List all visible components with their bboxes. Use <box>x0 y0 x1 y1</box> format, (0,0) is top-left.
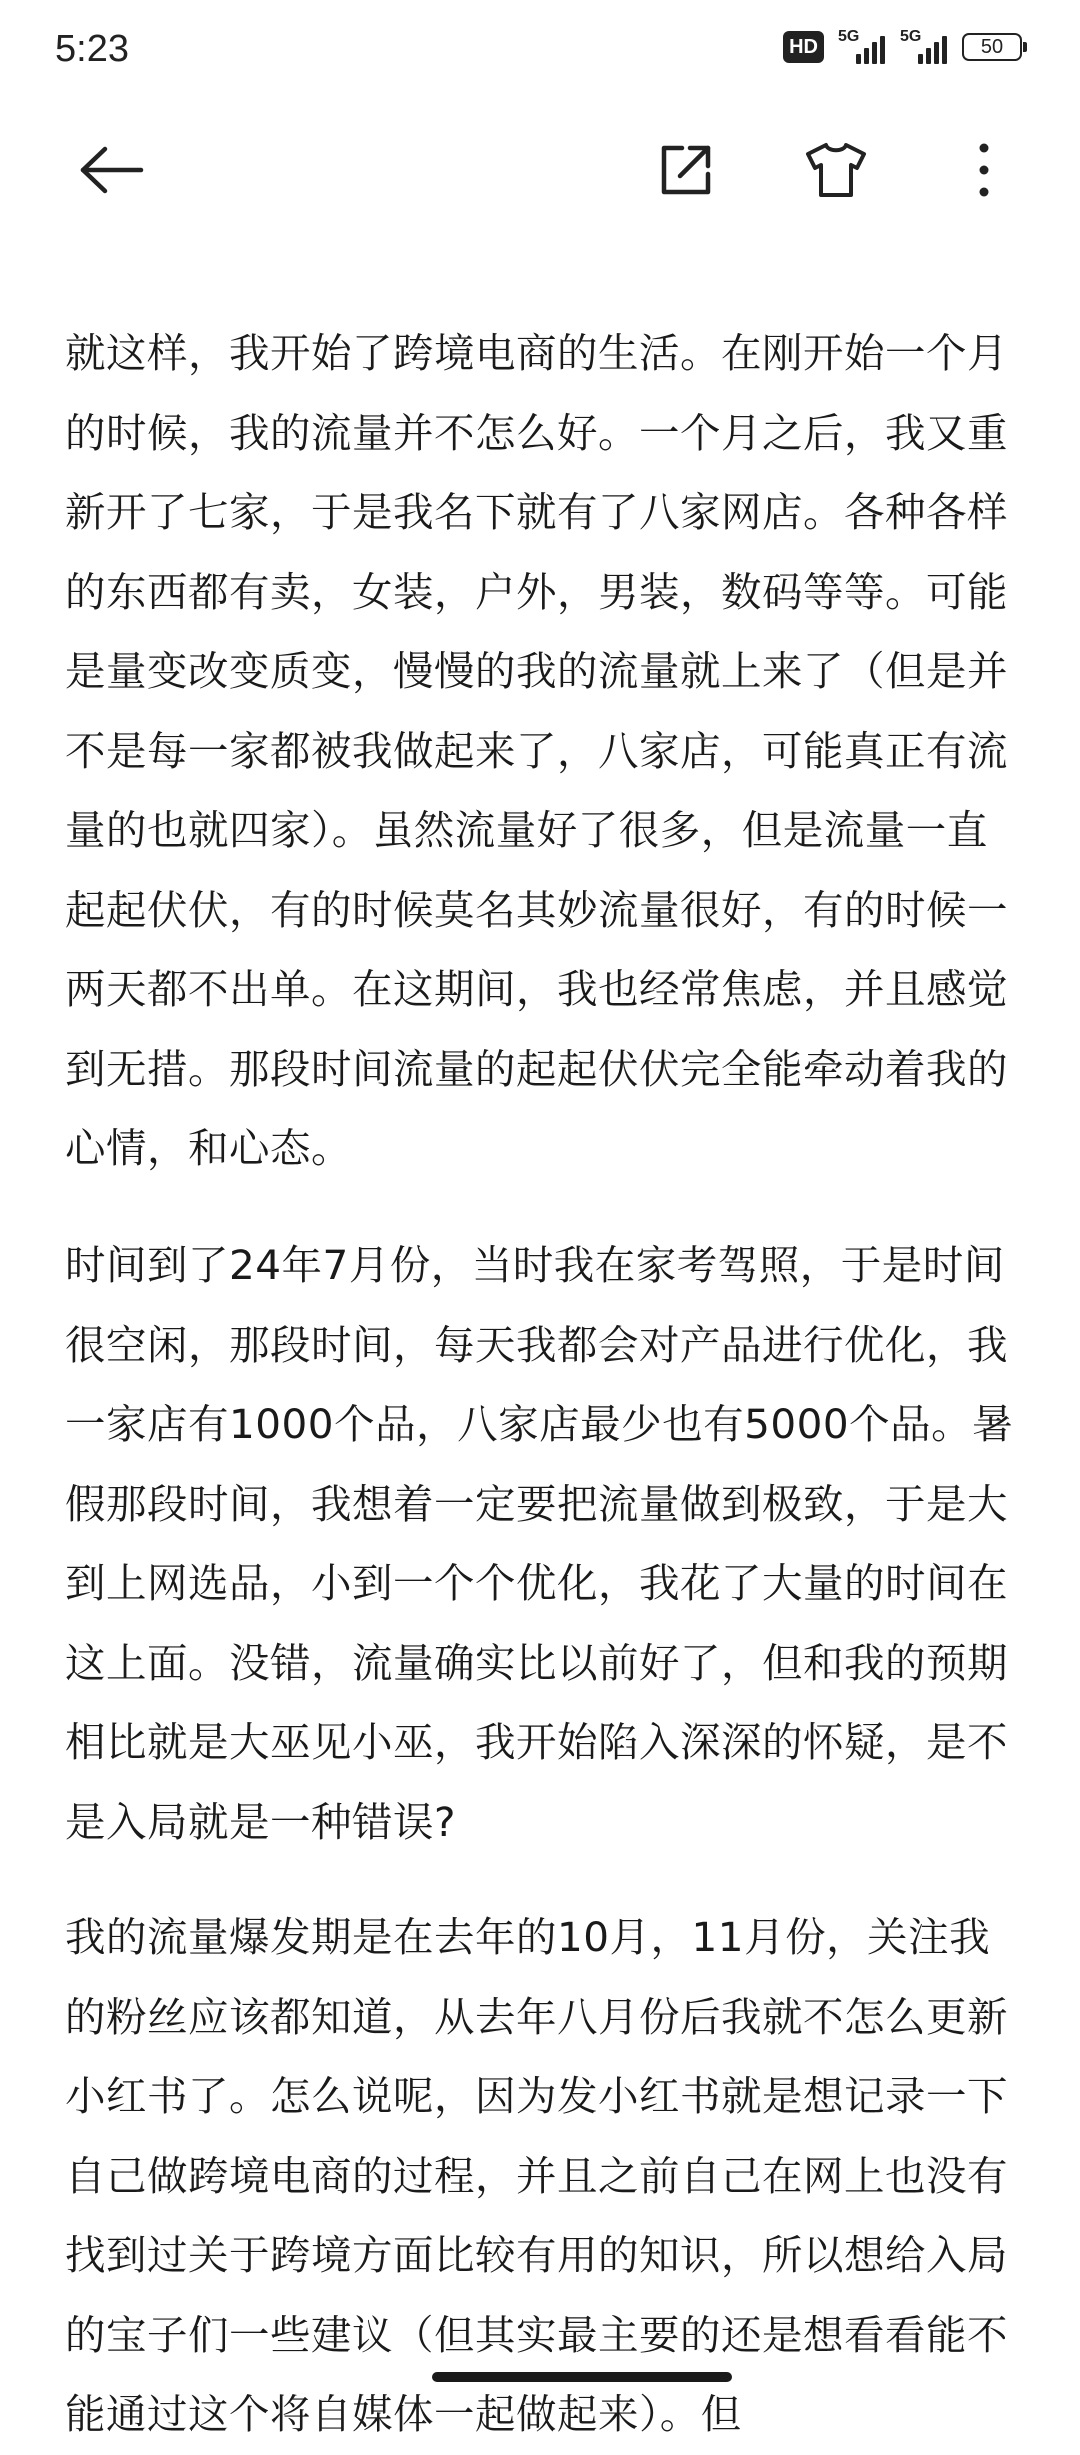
status-bar <box>0 0 1080 105</box>
share-button[interactable] <box>646 130 726 210</box>
hd-voice-icon: HD <box>783 31 824 63</box>
status-icons <box>783 30 1022 64</box>
battery-icon: 50 <box>962 33 1022 61</box>
theme-button[interactable] <box>796 130 876 210</box>
network-type-label: 5G <box>838 28 860 45</box>
arrow-left-icon <box>77 145 147 195</box>
status-time: 5:23 <box>55 28 129 70</box>
signal-strength-icon <box>900 30 948 64</box>
share-external-icon <box>656 140 716 200</box>
network-type-label: 5G <box>900 28 922 45</box>
tshirt-icon <box>804 140 868 200</box>
article-paragraph: 就这样，我开始了跨境电商的生活。在刚开始一个月的时候，我的流量并不怎么好。一个月之后，我又重新开了七家，于是我名下就有了八家网店。各种各样的东西都有卖，女装，户外，男装，数码等等。可能是量变改变质变，慢慢的我的流量就上来了（但是并不是每一家都被我做起来了，八家店，可能真正有流量的也就四家）。虽然流量好了很多，但是流量一直起起伏伏，有的时候莫名其妙流量很好，有的时候一两天都不出单。在这期间，我也经常焦虑，并且感觉到无措。那段时间流量的起起伏伏完全能牵动着我的心情，和心态。 <box>65 329 1008 1172</box>
more-options-button[interactable] <box>944 130 1024 210</box>
article-paragraph: 时间到了24年7月份，当时我在家考驾照，于是时间很空闲，那段时间，每天我都会对产品进行优化，我一家店有1000个品，八家店最少也有5000个品。暑假那段时间，我想着一定要把流量做到极致，于是大到上网选品，小到一个个优化，我花了大量的时间在这上面。没错，流量确实比以前好了，但和我的预期相比就是大巫见小巫，我开始陷入深深的怀疑，是不是入局就是一种错误? <box>65 1241 1014 1846</box>
more-vertical-icon <box>974 140 994 200</box>
article-paragraph: 我的流量爆发期是在去年的10月，11月份，关注我的粉丝应该都知道，从去年八月份后我就不怎么更新小红书了。怎么说呢，因为发小红书就是想记录一下自己做跨境电商的过程，并且之前自己在网上也没有找到过关于跨境方面比较有用的知识，所以想给入局的宝子们一些建议（但其实最主要的还是想看看能不能通过这个将自媒体一起做起来）。但 <box>65 1913 1008 2438</box>
back-button[interactable] <box>72 130 152 210</box>
home-indicator[interactable] <box>432 2372 732 2382</box>
signal-strength-icon <box>838 30 886 64</box>
top-toolbar <box>0 105 1080 235</box>
